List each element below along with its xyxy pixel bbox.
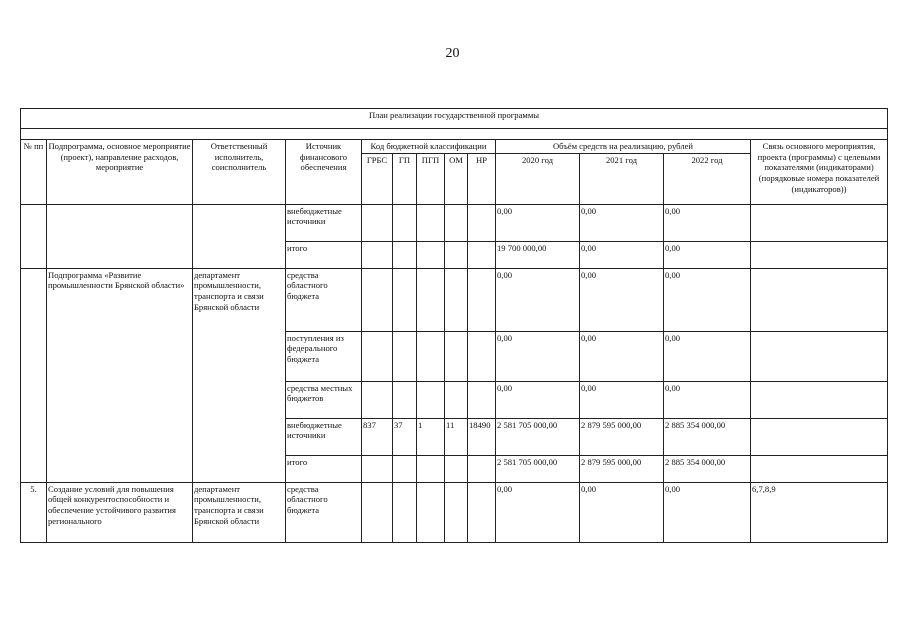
cell-link (751, 455, 888, 482)
cell-amount-2020: 2 581 705 000,00 (496, 455, 580, 482)
table-title: План реализации государственной программы (21, 109, 888, 129)
cell-code-gp (393, 482, 417, 542)
cell-code-om (445, 455, 468, 482)
cell-amount-2020: 0,00 (496, 381, 580, 418)
cell-amount-2022: 0,00 (664, 482, 751, 542)
cell-subprogram (47, 204, 193, 268)
header-link: Связь основного мероприятия, проекта (программы) с целевыми показателями (индикаторами) (порядковые номера показателей (индикаторов)) (751, 140, 888, 205)
cell-source: средства областного бюджета (286, 268, 362, 331)
cell-code-gp (393, 268, 417, 331)
cell-amount-2022: 0,00 (664, 381, 751, 418)
cell-num (21, 204, 47, 268)
header-code-nr: НР (468, 153, 496, 204)
cell-source: поступления из федерального бюджета (286, 331, 362, 381)
header-volume: Объём средств на реализацию, рублей (496, 140, 751, 154)
cell-code-gp (393, 204, 417, 241)
cell-link: 6,7,8,9 (751, 482, 888, 542)
header-code-om: ОМ (445, 153, 468, 204)
cell-code-nr (468, 268, 496, 331)
cell-code-pgp (417, 241, 445, 268)
cell-amount-2020: 19 700 000,00 (496, 241, 580, 268)
cell-code-pgp (417, 482, 445, 542)
cell-code-grbs (362, 204, 393, 241)
cell-responsible: департамент промышленности, транспорта и связи Брянской области (193, 482, 286, 542)
header-code-gp: ГП (393, 153, 417, 204)
cell-amount-2021: 2 879 595 000,00 (580, 418, 664, 455)
cell-code-pgp (417, 268, 445, 331)
cell-num (21, 268, 47, 482)
cell-amount-2022: 0,00 (664, 331, 751, 381)
cell-amount-2021: 0,00 (580, 241, 664, 268)
cell-code-gp: 37 (393, 418, 417, 455)
cell-source: средства областного бюджета (286, 482, 362, 542)
cell-amount-2022: 2 885 354 000,00 (664, 455, 751, 482)
header-responsible: Ответственный исполнитель, соисполнитель (193, 140, 286, 205)
header-year-2021: 2021 год (580, 153, 664, 204)
cell-link (751, 331, 888, 381)
cell-code-gp (393, 455, 417, 482)
cell-source: внебюджетные источники (286, 204, 362, 241)
cell-amount-2021: 0,00 (580, 204, 664, 241)
cell-amount-2022: 0,00 (664, 268, 751, 331)
cell-source: итого (286, 455, 362, 482)
cell-code-grbs (362, 268, 393, 331)
cell-amount-2022: 0,00 (664, 204, 751, 241)
cell-code-gp (393, 381, 417, 418)
cell-link (751, 268, 888, 331)
cell-code-grbs (362, 331, 393, 381)
cell-amount-2020: 0,00 (496, 482, 580, 542)
cell-amount-2020: 0,00 (496, 204, 580, 241)
cell-amount-2020: 0,00 (496, 268, 580, 331)
cell-amount-2021: 0,00 (580, 482, 664, 542)
cell-amount-2020: 2 581 705 000,00 (496, 418, 580, 455)
cell-amount-2021: 0,00 (580, 381, 664, 418)
cell-code-pgp (417, 455, 445, 482)
cell-code-pgp (417, 331, 445, 381)
header-year-2020: 2020 год (496, 153, 580, 204)
cell-code-pgp: 1 (417, 418, 445, 455)
cell-code-nr (468, 455, 496, 482)
header-code-pgp: ПГП (417, 153, 445, 204)
header-num: № пп (21, 140, 47, 205)
cell-code-gp (393, 331, 417, 381)
cell-num: 5. (21, 482, 47, 542)
header-source: Источник финансового обеспечения (286, 140, 362, 205)
cell-code-om (445, 204, 468, 241)
page-number: 20 (445, 46, 460, 61)
cell-subprogram: Подпрограмма «Развитие промышленности Брянской области» (47, 268, 193, 482)
cell-code-nr (468, 331, 496, 381)
cell-amount-2020: 0,00 (496, 331, 580, 381)
cell-code-om: 11 (445, 418, 468, 455)
cell-source: средства местных бюджетов (286, 381, 362, 418)
cell-code-pgp (417, 381, 445, 418)
cell-code-om (445, 241, 468, 268)
header-year-2022: 2022 год (664, 153, 751, 204)
cell-amount-2022: 0,00 (664, 241, 751, 268)
cell-code-nr: 18490 (468, 418, 496, 455)
cell-code-gp (393, 241, 417, 268)
table-row (21, 204, 888, 241)
cell-link (751, 204, 888, 241)
cell-link (751, 418, 888, 455)
header-budget-code: Код бюджетной классификации (362, 140, 496, 154)
header-code-grbs: ГРБС (362, 153, 393, 204)
cell-code-grbs (362, 381, 393, 418)
cell-code-nr (468, 241, 496, 268)
implementation-plan-table (20, 108, 888, 543)
cell-code-grbs (362, 241, 393, 268)
cell-code-om (445, 482, 468, 542)
cell-code-om (445, 331, 468, 381)
cell-source: внебюджетные источники (286, 418, 362, 455)
cell-link (751, 381, 888, 418)
cell-subprogram: Создание условий для повышения общей конкурентоспособности и обеспечение устойчивого развития регионального (47, 482, 193, 542)
cell-amount-2022: 2 885 354 000,00 (664, 418, 751, 455)
cell-amount-2021: 0,00 (580, 331, 664, 381)
cell-code-grbs: 837 (362, 418, 393, 455)
cell-code-nr (468, 381, 496, 418)
cell-source: итого (286, 241, 362, 268)
cell-code-grbs (362, 482, 393, 542)
header-subprogram: Подпрограмма, основное мероприятие (проект), направление расходов, мероприятие (47, 140, 193, 205)
cell-code-nr (468, 482, 496, 542)
cell-code-nr (468, 204, 496, 241)
cell-responsible (193, 204, 286, 268)
cell-code-om (445, 381, 468, 418)
title-spacer (21, 129, 888, 140)
cell-responsible: департамент промышленности, транспорта и связи Брянской области (193, 268, 286, 482)
cell-amount-2021: 0,00 (580, 268, 664, 331)
cell-amount-2021: 2 879 595 000,00 (580, 455, 664, 482)
cell-code-om (445, 268, 468, 331)
cell-code-pgp (417, 204, 445, 241)
cell-code-grbs (362, 455, 393, 482)
cell-link (751, 241, 888, 268)
table-row (21, 482, 888, 542)
table-row (21, 268, 888, 331)
